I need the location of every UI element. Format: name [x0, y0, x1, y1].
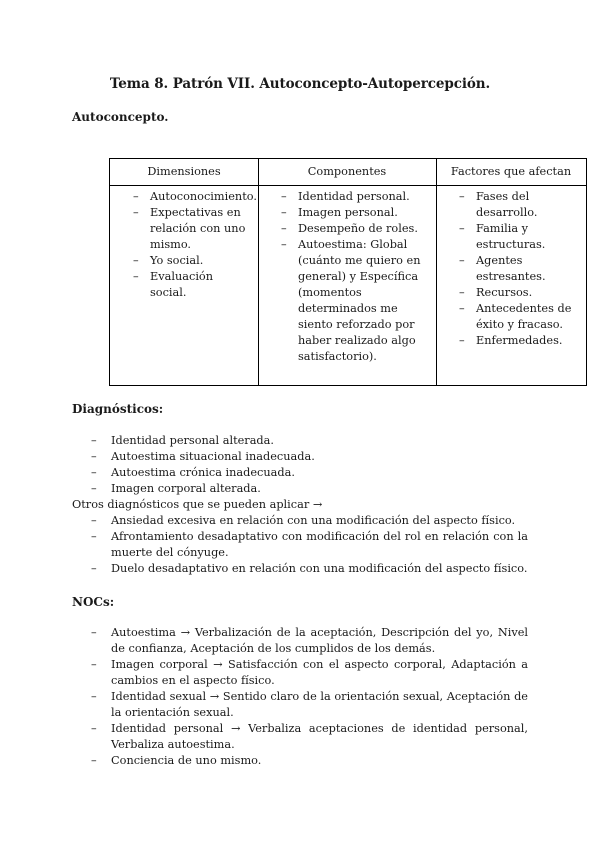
table-column-divider	[436, 159, 437, 385]
nocs-list	[91, 625, 528, 769]
table-cell-factores	[459, 189, 583, 349]
list-item: – Identidad personal → Verbaliza aceptaciones de identidad personal, Verbaliza autoestima.	[91, 721, 528, 753]
list-item: – Imagen corporal alterada.	[91, 481, 531, 497]
list-item: – Evaluación social.	[133, 269, 253, 301]
otros-diagnosticos-label: Otros diagnósticos que se pueden aplicar →	[72, 498, 323, 511]
list-item: – Desempeño de roles.	[281, 221, 431, 237]
list-item: – Autoestima → Verbalización de la aceptación, Descripción del yo, Nivel de confianza, Aceptación de los cumplidos de los demás.	[91, 625, 528, 657]
table-header-divider	[110, 185, 586, 186]
list-item: – Expectativas en relación con uno mismo.	[133, 205, 253, 253]
list-item: – Antecedentes de éxito y fracaso.	[459, 301, 583, 333]
list-item: – Yo social.	[133, 253, 253, 269]
list-item: – Identidad personal.	[281, 189, 431, 205]
list-item: – Agentes estresantes.	[459, 253, 583, 285]
diagnosticos-heading: Diagnósticos:	[72, 402, 164, 416]
table-cell-dimensiones	[133, 189, 257, 301]
autoconcepto-table	[109, 158, 587, 386]
nocs-heading: NOCs:	[72, 595, 115, 609]
list-item: – Familia y estructuras.	[459, 221, 583, 253]
table-header-dimensiones: Dimensiones	[147, 165, 221, 178]
table-cell-componentes	[281, 189, 431, 365]
list-item: – Imagen personal.	[281, 205, 431, 221]
list-item: – Identidad sexual → Sentido claro de la orientación sexual, Aceptación de la orientación sexual.	[91, 689, 528, 721]
list-item: – Recursos.	[459, 285, 583, 301]
otros-diagnosticos-list	[91, 513, 528, 577]
list-item: – Duelo desadaptativo en relación con una modificación del aspecto físico.	[91, 561, 528, 577]
table-header-componentes: Componentes	[307, 165, 387, 178]
list-item: – Autoestima crónica inadecuada.	[91, 465, 531, 481]
autoconcepto-heading: Autoconcepto.	[72, 110, 169, 124]
list-item: – Imagen corporal → Satisfacción con el aspecto corporal, Adaptación a cambios en el aspecto físico.	[91, 657, 528, 689]
list-item: – Afrontamiento desadaptativo con modificación del rol en relación con la muerte del cónyuge.	[91, 529, 528, 561]
list-item: – Autoconocimiento.	[133, 189, 253, 205]
diagnosticos-list	[91, 433, 531, 497]
list-item: – Enfermedades.	[459, 333, 583, 349]
list-item: – Autoestima: Global (cuánto me quiero en general) y Específica (momentos determinados me siento reforzado por haber realizado algo satisfactorio).	[281, 237, 431, 365]
page-title: Tema 8. Patrón VII. Autoconcepto-Autopercepción.	[109, 76, 491, 92]
list-item: – Conciencia de uno mismo.	[91, 753, 528, 769]
list-item: – Autoestima situacional inadecuada.	[91, 449, 531, 465]
list-item: – Ansiedad excesiva en relación con una modificación del aspecto físico.	[91, 513, 528, 529]
list-item: – Identidad personal alterada.	[91, 433, 531, 449]
table-column-divider	[258, 159, 259, 385]
list-item: – Fases del desarrollo.	[459, 189, 583, 221]
table-header-factores: Factores que afectan	[450, 165, 572, 178]
